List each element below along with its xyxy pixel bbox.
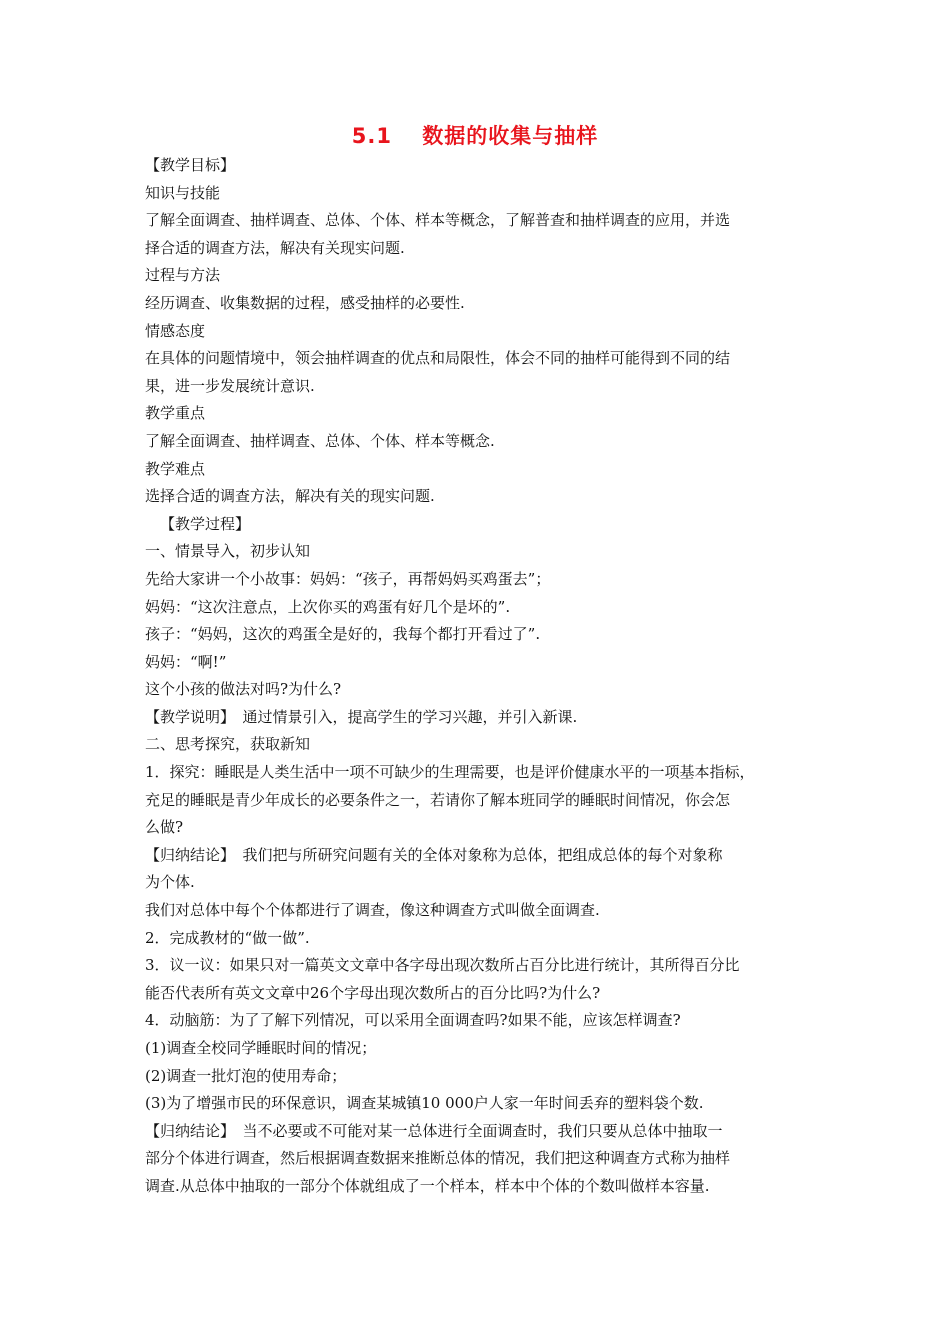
subheading-key-points: 教学重点 (145, 404, 206, 423)
paragraph-line: 了解全面调查、抽样调查、总体、个体、样本等概念. (145, 431, 495, 450)
paragraph-line: 1．探究：睡眠是人类生活中一项不可缺少的生理需要，也是评价健康水平的一项基本指标， (145, 763, 755, 782)
paragraph-line: 妈妈：“这次注意点，上次你买的鸡蛋有好几个是坏的”. (145, 597, 511, 616)
paragraph-line: 能否代表所有英文文章中26个字母出现次数所占的百分比吗?为什么? (145, 983, 601, 1002)
paragraph-line: 么做? (145, 818, 184, 837)
paragraph-line: 妈妈：“啊!” (145, 652, 227, 671)
paragraph-line: 我们对总体中每个个体都进行了调查，像这种调查方式叫做全面调查. (145, 901, 600, 920)
section-heading-objectives: 【教学目标】 (145, 156, 236, 174)
conclusion-line: 【归纳结论】 当不必要或不可能对某一总体进行全面调查时，我们只要从总体中抽取一 (145, 1121, 723, 1140)
paragraph-line: 孩子：“妈妈，这次的鸡蛋全是好的，我每个都打开看过了”. (145, 625, 541, 644)
conclusion-line: 【归纳结论】 我们把与所研究问题有关的全体对象称为总体，把组成总体的每个对象称 (145, 845, 723, 864)
paragraph-line: 果，进一步发展统计意识. (145, 376, 315, 395)
list-item: (1)调查全校同学睡眠时间的情况； (145, 1039, 377, 1057)
paragraph-line: 这个小孩的做法对吗?为什么? (145, 680, 342, 699)
paragraph-line: 择合适的调查方法，解决有关现实问题. (145, 238, 405, 257)
subheading-difficulties: 教学难点 (145, 459, 206, 478)
list-item: (2)调查一批灯泡的使用寿命； (145, 1066, 347, 1085)
paragraph-line: 选择合适的调查方法，解决有关的现实问题. (145, 487, 435, 506)
list-item: (3)为了增强市民的环保意识，调查某城镇10 000户人家一年时间丢弃的塑料袋个数. (145, 1094, 704, 1113)
subheading-intro: 一、情景导入，初步认知 (145, 542, 311, 561)
paragraph-line: 4．动脑筋：为了了解下列情况，可以采用全面调查吗?如果不能，应该怎样调查? (145, 1011, 681, 1030)
paragraph-line: 了解全面调查、抽样调查、总体、个体、样本等概念，了解普查和抽样调查的应用，并选 (145, 211, 731, 230)
subheading-process-methods: 过程与方法 (145, 266, 221, 285)
paragraph-line: 经历调查、收集数据的过程，感受抽样的必要性. (145, 293, 465, 312)
document-body (145, 152, 817, 1201)
paragraph-line: 部分个体进行调查，然后根据调查数据来推断总体的情况，我们把这种调查方式称为抽样 (145, 1149, 731, 1168)
subheading-explore: 二、思考探究，获取新知 (145, 735, 311, 754)
subheading-knowledge-skills: 知识与技能 (145, 183, 221, 202)
teaching-note: 【教学说明】 通过情景引入，提高学生的学习兴趣，并引入新课. (145, 707, 578, 726)
page-title: 5.1 数据的收集与抽样 (351, 124, 599, 148)
paragraph-line: 3．议一议：如果只对一篇英文文章中各字母出现次数所占百分比进行统计，其所得百分比 (145, 956, 740, 975)
paragraph-line: 在具体的问题情境中，领会抽样调查的优点和局限性，体会不同的抽样可能得到不同的结 (145, 349, 731, 368)
paragraph-line: 为个体. (145, 873, 195, 892)
section-heading-process: 【教学过程】 (160, 514, 251, 533)
paragraph-line: 2．完成教材的“做一做”. (145, 928, 310, 947)
paragraph-line: 调查.从总体中抽取的一部分个体就组成了一个样本，样本中个体的个数叫做样本容量. (145, 1176, 710, 1195)
subheading-attitude: 情感态度 (145, 321, 206, 340)
paragraph-line: 充足的睡眠是青少年成长的必要条件之一，若请你了解本班同学的睡眠时间情况，你会怎 (145, 790, 731, 809)
paragraph-line: 先给大家讲一个小故事：妈妈：“孩子，再帮妈妈买鸡蛋去”； (145, 569, 551, 588)
